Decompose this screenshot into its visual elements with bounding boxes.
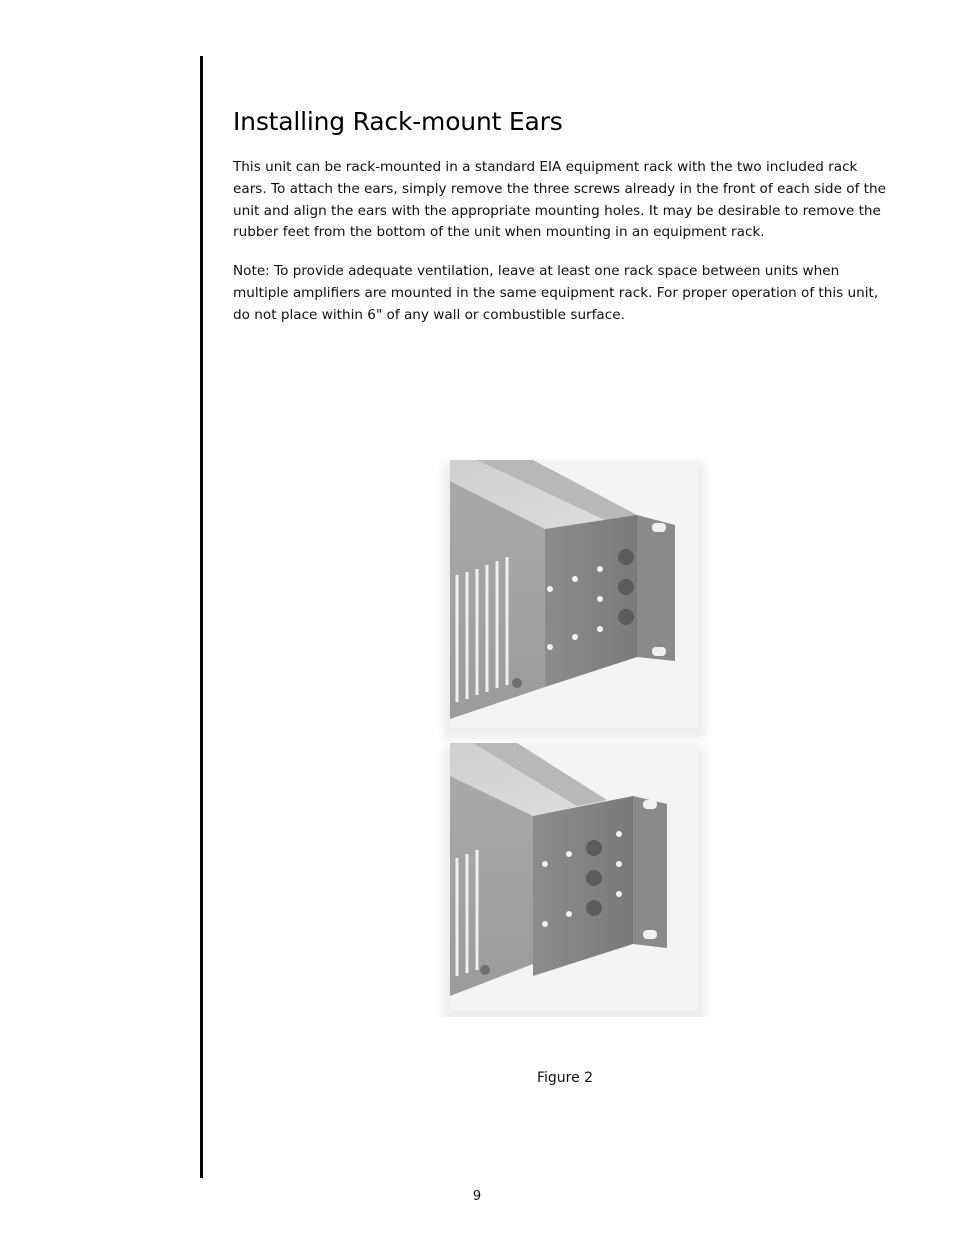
page-number: 9 (472, 1189, 482, 1204)
paragraph-instructions: This unit can be rack-mounted in a standard EIA equipment rack with the two included rack ears. To attach the ears, simply remove the three screws already in the front of each side of the unit and align the ears with the appropriate mounting holes. It may be desirable to remove the rubber feet from the bottom of the unit when mounting in an equipment rack. (233, 159, 886, 241)
rack-ear-illustration (437, 457, 729, 1017)
margin-rule (200, 56, 203, 1178)
figure-rack-ears (437, 457, 729, 1017)
page-content (233, 104, 893, 344)
figure-panel-top (443, 460, 705, 739)
figure-panel-bottom (443, 743, 705, 1017)
paragraph-ventilation-note: Note: To provide adequate ventilation, leave at least one rack space between units when multiple amplifiers are mounted in the same equipment rack. For proper operation of this unit, do not place within 6" of any wall or combustible surface. (233, 263, 879, 323)
page-title: Installing Rack-mount Ears (233, 107, 563, 136)
figure-caption: Figure 2 (536, 1070, 594, 1086)
